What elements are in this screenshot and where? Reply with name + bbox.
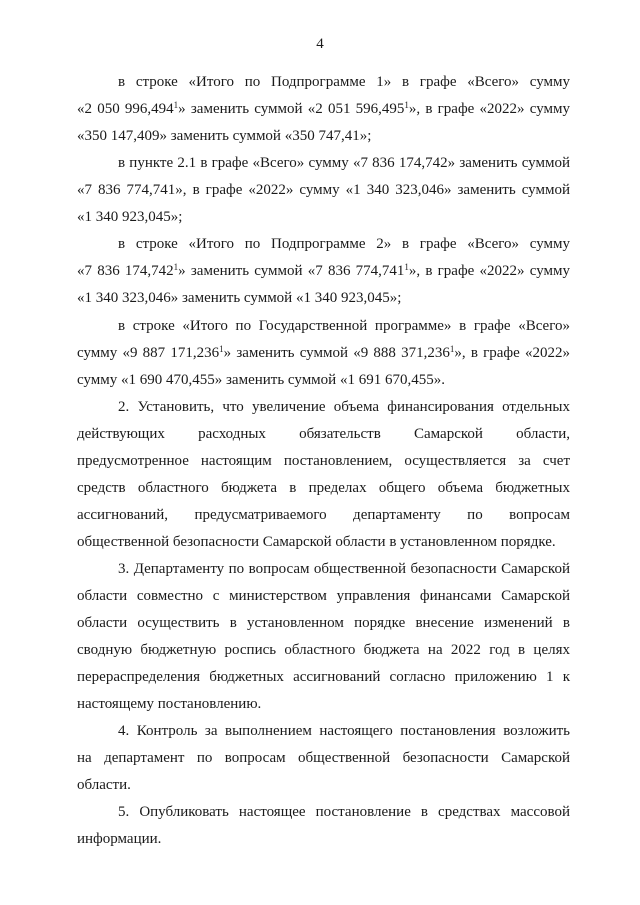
text-line: области.	[77, 777, 131, 793]
text-line: на департамент по вопросам общественной безопасности Самарской	[77, 750, 570, 766]
text-line: сумму «9 887 171,236$^1$» заменить суммой «9 888 371,236$^1$», в графе «2022»	[77, 344, 570, 361]
text-line: общественной безопасности Самарской области в установленном порядке.	[77, 534, 556, 550]
text-line: 5. Опубликовать настоящее постановление в средствах массовой	[118, 804, 570, 820]
text-line: 2. Установить, что увеличение объема финансирования отдельных	[118, 399, 570, 415]
text-line: средств областного бюджета в пределах общего объема бюджетных	[77, 480, 570, 496]
text-line: «2 050 996,494$^1$» заменить суммой «2 051 596,495$^1$», в графе «2022» сумму	[77, 100, 570, 117]
page-number: 4	[316, 36, 324, 52]
text-line: «7 836 774,741», в графе «2022» сумму «1 340 323,046» заменить суммой	[77, 182, 570, 198]
text-line: действующих расходных обязательств Самарской области,	[77, 426, 570, 442]
text-line: настоящему постановлению.	[77, 696, 262, 712]
text-line: в строке «Итого по Государственной программе» в графе «Всего»	[118, 318, 570, 334]
text-line: «1 340 323,046» заменить суммой «1 340 923,045»;	[77, 290, 402, 306]
footnote-marker: 1	[173, 262, 179, 272]
text-line: информации.	[77, 831, 162, 847]
footnote-marker: 1	[219, 344, 224, 354]
text-line: «350 147,409» заменить суммой «350 747,41»;	[77, 128, 372, 144]
footnote-marker: 1	[404, 100, 409, 110]
text-line: 4. Контроль за выполнением настоящего постановления возложить	[118, 723, 570, 739]
text-line: предусмотренное настоящим постановлением, осуществляется за счет	[77, 453, 570, 469]
text-line: перераспределения бюджетных ассигнований согласно приложению 1 к	[77, 669, 570, 685]
text-line: области совместно с министерством управления финансами Самарской	[77, 588, 570, 604]
text-line: области осуществить в установленном порядке внесение изменений в	[77, 615, 570, 631]
text-line: ассигнований, предусматриваемого департаменту по вопросам	[77, 507, 570, 523]
text-line: сводную бюджетную роспись областного бюджета на 2022 год в целях	[77, 642, 570, 658]
text-line: в строке «Итого по Подпрограмме 1» в графе «Всего» сумму	[118, 74, 570, 90]
text-line: сумму «1 690 470,455» заменить суммой «1 691 670,455».	[77, 372, 445, 388]
footnote-marker: 1	[404, 262, 409, 272]
text-line: в пункте 2.1 в графе «Всего» сумму «7 836 174,742» заменить суммой	[118, 155, 570, 171]
footnote-marker: 1	[173, 100, 179, 110]
text-line: 3. Департаменту по вопросам общественной безопасности Самарской	[118, 561, 570, 577]
footnote-marker: 1	[449, 344, 455, 354]
text-line: в строке «Итого по Подпрограмме 2» в графе «Всего» сумму	[118, 236, 570, 252]
text-line: «7 836 174,742$^1$» заменить суммой «7 836 774,741$^1$», в графе «2022» сумму	[77, 262, 570, 279]
text-line: «1 340 923,045»;	[77, 209, 183, 225]
